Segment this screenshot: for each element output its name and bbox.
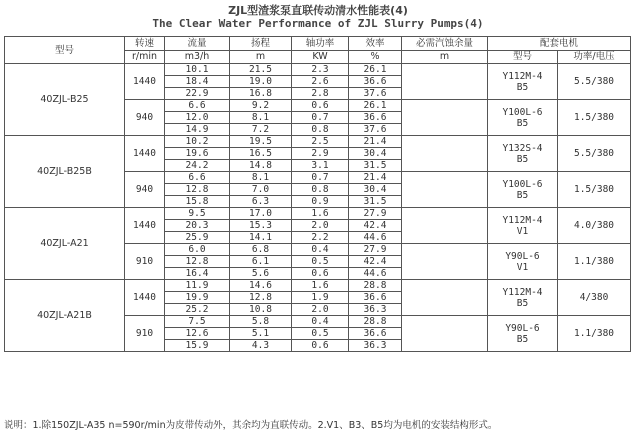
pump-model-cell: 40ZJL-A21 [5, 208, 125, 280]
shaft-power-cell: 0.4 [292, 244, 349, 256]
speed-cell: 910 [125, 244, 165, 280]
motor-power-cell: 4/380 [558, 280, 631, 316]
motor-power-cell: 4.0/380 [558, 208, 631, 244]
speed-cell: 1440 [125, 64, 165, 100]
speed-cell: 1440 [125, 208, 165, 244]
shaft-power-cell: 2.0 [292, 220, 349, 232]
flow-cell: 12.8 [165, 184, 230, 196]
unit-speed: r/min [125, 50, 165, 64]
header-efficiency: 效率 [349, 37, 402, 51]
flow-cell: 6.0 [165, 244, 230, 256]
motor-model-cell: Y100L-6 B5 [488, 100, 558, 136]
npsh-cell [402, 208, 488, 244]
motor-power-cell: 5.5/380 [558, 136, 631, 172]
shaft-power-cell: 0.6 [292, 340, 349, 352]
shaft-power-cell: 2.2 [292, 232, 349, 244]
flow-cell: 6.6 [165, 100, 230, 112]
motor-power-cell: 1.1/380 [558, 244, 631, 280]
header-speed: 转速 [125, 37, 165, 51]
head-cell: 9.2 [230, 100, 292, 112]
efficiency-cell: 44.6 [349, 268, 402, 280]
head-cell: 6.8 [230, 244, 292, 256]
shaft-power-cell: 0.8 [292, 184, 349, 196]
shaft-power-cell: 0.7 [292, 172, 349, 184]
efficiency-cell: 26.1 [349, 64, 402, 76]
unit-head: m [230, 50, 292, 64]
header-head: 扬程 [230, 37, 292, 51]
motor-model-cell: Y112M-4 V1 [488, 208, 558, 244]
efficiency-cell: 36.3 [349, 340, 402, 352]
flow-cell: 15.8 [165, 196, 230, 208]
flow-cell: 25.2 [165, 304, 230, 316]
shaft-power-cell: 0.4 [292, 316, 349, 328]
efficiency-cell: 30.4 [349, 184, 402, 196]
head-cell: 16.8 [230, 88, 292, 100]
shaft-power-cell: 0.6 [292, 268, 349, 280]
motor-model-cell: Y112M-4 B5 [488, 280, 558, 316]
efficiency-cell: 21.4 [349, 172, 402, 184]
shaft-power-cell: 1.6 [292, 280, 349, 292]
shaft-power-cell: 1.9 [292, 292, 349, 304]
title-chinese: ZJL型渣浆泵直联传动清水性能表(4) [228, 4, 408, 17]
head-cell: 6.3 [230, 196, 292, 208]
flow-cell: 19.9 [165, 292, 230, 304]
efficiency-cell: 31.5 [349, 196, 402, 208]
shaft-power-cell: 2.8 [292, 88, 349, 100]
shaft-power-cell: 1.6 [292, 208, 349, 220]
head-cell: 10.8 [230, 304, 292, 316]
efficiency-cell: 36.3 [349, 304, 402, 316]
flow-cell: 14.9 [165, 124, 230, 136]
motor-model-cell: Y112M-4 B5 [488, 64, 558, 100]
motor-power-cell: 1.1/380 [558, 316, 631, 352]
motor-power-cell: 1.5/380 [558, 172, 631, 208]
efficiency-cell: 37.6 [349, 88, 402, 100]
unit-npsh: m [402, 50, 488, 64]
efficiency-cell: 37.6 [349, 124, 402, 136]
flow-cell: 19.6 [165, 148, 230, 160]
head-cell: 21.5 [230, 64, 292, 76]
flow-cell: 25.9 [165, 232, 230, 244]
head-cell: 14.6 [230, 280, 292, 292]
efficiency-cell: 31.5 [349, 160, 402, 172]
flow-cell: 24.2 [165, 160, 230, 172]
header-motor-model: 型号 [488, 50, 558, 64]
npsh-cell [402, 136, 488, 172]
flow-cell: 20.3 [165, 220, 230, 232]
efficiency-cell: 36.6 [349, 292, 402, 304]
flow-cell: 22.9 [165, 88, 230, 100]
efficiency-cell: 42.4 [349, 220, 402, 232]
pump-model-cell: 40ZJL-B25 [5, 64, 125, 136]
shaft-power-cell: 0.5 [292, 256, 349, 268]
speed-cell: 910 [125, 316, 165, 352]
motor-model-cell: Y132S-4 B5 [488, 136, 558, 172]
motor-model-cell: Y100L-6 B5 [488, 172, 558, 208]
efficiency-cell: 42.4 [349, 256, 402, 268]
efficiency-cell: 36.6 [349, 112, 402, 124]
flow-cell: 16.4 [165, 268, 230, 280]
efficiency-cell: 27.9 [349, 208, 402, 220]
efficiency-cell: 28.8 [349, 280, 402, 292]
flow-cell: 7.5 [165, 316, 230, 328]
npsh-cell [402, 280, 488, 316]
head-cell: 14.1 [230, 232, 292, 244]
efficiency-cell: 44.6 [349, 232, 402, 244]
efficiency-cell: 36.6 [349, 76, 402, 88]
head-cell: 17.0 [230, 208, 292, 220]
flow-cell: 11.9 [165, 280, 230, 292]
unit-flow: m3/h [165, 50, 230, 64]
head-cell: 5.8 [230, 316, 292, 328]
shaft-power-cell: 0.8 [292, 124, 349, 136]
head-cell: 19.0 [230, 76, 292, 88]
head-cell: 19.5 [230, 136, 292, 148]
header-npsh: 必需汽蚀余量 [402, 37, 488, 51]
head-cell: 5.6 [230, 268, 292, 280]
efficiency-cell: 26.1 [349, 100, 402, 112]
head-cell: 14.8 [230, 160, 292, 172]
head-cell: 7.2 [230, 124, 292, 136]
head-cell: 7.0 [230, 184, 292, 196]
motor-model-cell: Y90L-6 V1 [488, 244, 558, 280]
flow-cell: 18.4 [165, 76, 230, 88]
header-model: 型号 [5, 37, 125, 64]
flow-cell: 9.5 [165, 208, 230, 220]
shaft-power-cell: 2.6 [292, 76, 349, 88]
shaft-power-cell: 3.1 [292, 160, 349, 172]
motor-model-cell: Y90L-6 B5 [488, 316, 558, 352]
efficiency-cell: 21.4 [349, 136, 402, 148]
head-cell: 12.8 [230, 292, 292, 304]
head-cell: 16.5 [230, 148, 292, 160]
efficiency-cell: 27.9 [349, 244, 402, 256]
unit-shaft-power: KW [292, 50, 349, 64]
flow-cell: 10.1 [165, 64, 230, 76]
head-cell: 5.1 [230, 328, 292, 340]
speed-cell: 1440 [125, 280, 165, 316]
header-flow: 流量 [165, 37, 230, 51]
speed-cell: 940 [125, 172, 165, 208]
shaft-power-cell: 0.5 [292, 328, 349, 340]
header-motor: 配套电机 [488, 37, 631, 51]
shaft-power-cell: 0.9 [292, 196, 349, 208]
npsh-cell [402, 316, 488, 352]
table-row [5, 280, 631, 292]
speed-cell: 1440 [125, 136, 165, 172]
shaft-power-cell: 0.7 [292, 112, 349, 124]
motor-power-cell: 5.5/380 [558, 64, 631, 100]
npsh-cell [402, 172, 488, 208]
pump-model-cell: 40ZJL-A21B [5, 280, 125, 352]
efficiency-cell: 30.4 [349, 148, 402, 160]
efficiency-cell: 36.6 [349, 328, 402, 340]
title-english: The Clear Water Performance of ZJL Slurry Pumps(4) [152, 17, 484, 30]
shaft-power-cell: 2.5 [292, 136, 349, 148]
shaft-power-cell: 2.0 [292, 304, 349, 316]
npsh-cell [402, 64, 488, 100]
performance-table [4, 36, 631, 352]
motor-power-cell: 1.5/380 [558, 100, 631, 136]
efficiency-cell: 28.8 [349, 316, 402, 328]
head-cell: 8.1 [230, 112, 292, 124]
shaft-power-cell: 2.3 [292, 64, 349, 76]
head-cell: 6.1 [230, 256, 292, 268]
shaft-power-cell: 2.9 [292, 148, 349, 160]
flow-cell: 6.6 [165, 172, 230, 184]
flow-cell: 12.6 [165, 328, 230, 340]
npsh-cell [402, 100, 488, 136]
pump-model-cell: 40ZJL-B25B [5, 136, 125, 208]
head-cell: 8.1 [230, 172, 292, 184]
table-row [5, 64, 631, 76]
header-shaft-power: 轴功率 [292, 37, 349, 51]
table-row [5, 136, 631, 148]
npsh-cell [402, 244, 488, 280]
speed-cell: 940 [125, 100, 165, 136]
shaft-power-cell: 0.6 [292, 100, 349, 112]
unit-efficiency: % [349, 50, 402, 64]
flow-cell: 10.2 [165, 136, 230, 148]
title-block [0, 4, 636, 30]
flow-cell: 12.0 [165, 112, 230, 124]
header-motor-power: 功率/电压 [558, 50, 631, 64]
head-cell: 4.3 [230, 340, 292, 352]
flow-cell: 15.9 [165, 340, 230, 352]
head-cell: 15.3 [230, 220, 292, 232]
footnote: 说明：1.除150ZJL-A35 n=590r/min为皮带传动外，其余均为直联传动。2.V1、B3、B5均为电机的安装结构形式。 [4, 420, 498, 431]
table-row [5, 208, 631, 220]
flow-cell: 12.8 [165, 256, 230, 268]
